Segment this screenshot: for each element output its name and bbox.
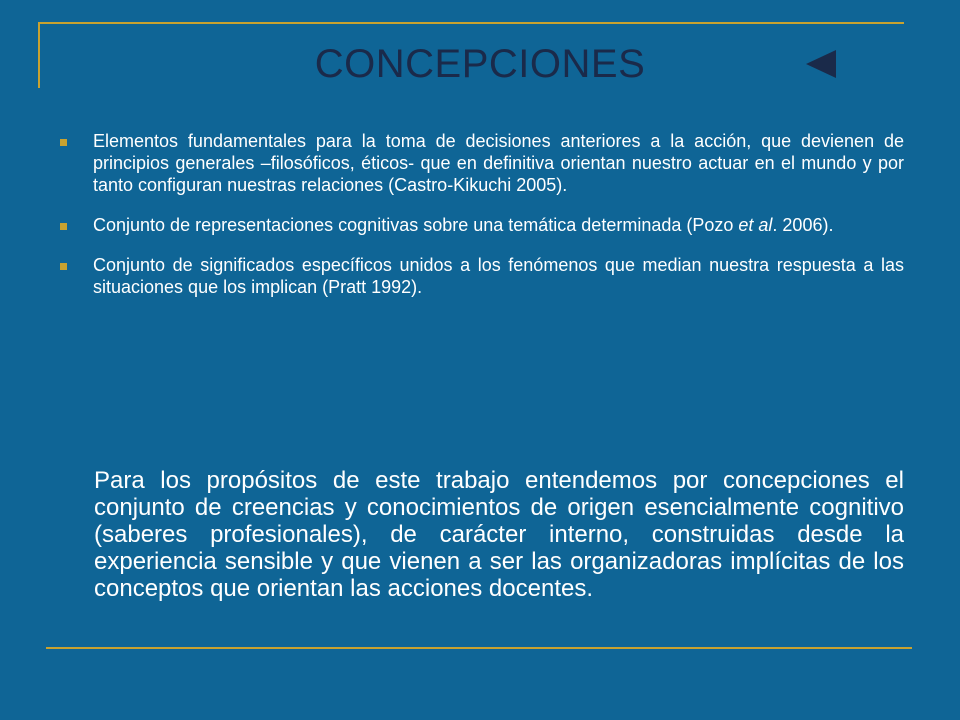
bullet-item — [58, 130, 904, 196]
slide-title: CONCEPCIONES — [314, 42, 646, 86]
back-arrow-icon[interactable] — [806, 50, 836, 78]
square-bullet-icon — [60, 263, 67, 270]
summary-paragraph: Para los propósitos de este trabajo entendemos por concepciones el conjunto de creencias y conocimientos de origen esencialmente cognitivo (saberes profesionales), de carácter interno, construidas desde la experiencia sensible y que vienen a ser las organizadoras implícitas de los conceptos que orientan las acciones docentes. — [94, 467, 904, 602]
bullet-item — [58, 254, 904, 298]
square-bullet-icon — [60, 223, 67, 230]
frame-top-line — [40, 22, 904, 24]
bullet-text: Elementos fundamentales para la toma de decisiones anteriores a la acción, que devienen de principios generales –filosóficos, éticos- que en definitiva orientan nuestro actuar en el mundo y por tanto configuran nuestras relaciones (Castro-Kikuchi 2005). — [93, 131, 904, 195]
bullet-list — [58, 130, 904, 316]
bullet-emphasis: et al — [738, 215, 773, 235]
bullet-text-end: . 2006). — [772, 215, 834, 235]
frame-bottom-line — [46, 647, 912, 649]
bullet-item — [58, 214, 904, 236]
bullet-text: Conjunto de significados específicos unidos a los fenómenos que median nuestra respuesta a las situaciones que los implican (Pratt 1992). — [93, 255, 904, 297]
square-bullet-icon — [60, 139, 67, 146]
bullet-text: Conjunto de representaciones cognitivas sobre una temática determinada (Pozo — [93, 215, 739, 235]
